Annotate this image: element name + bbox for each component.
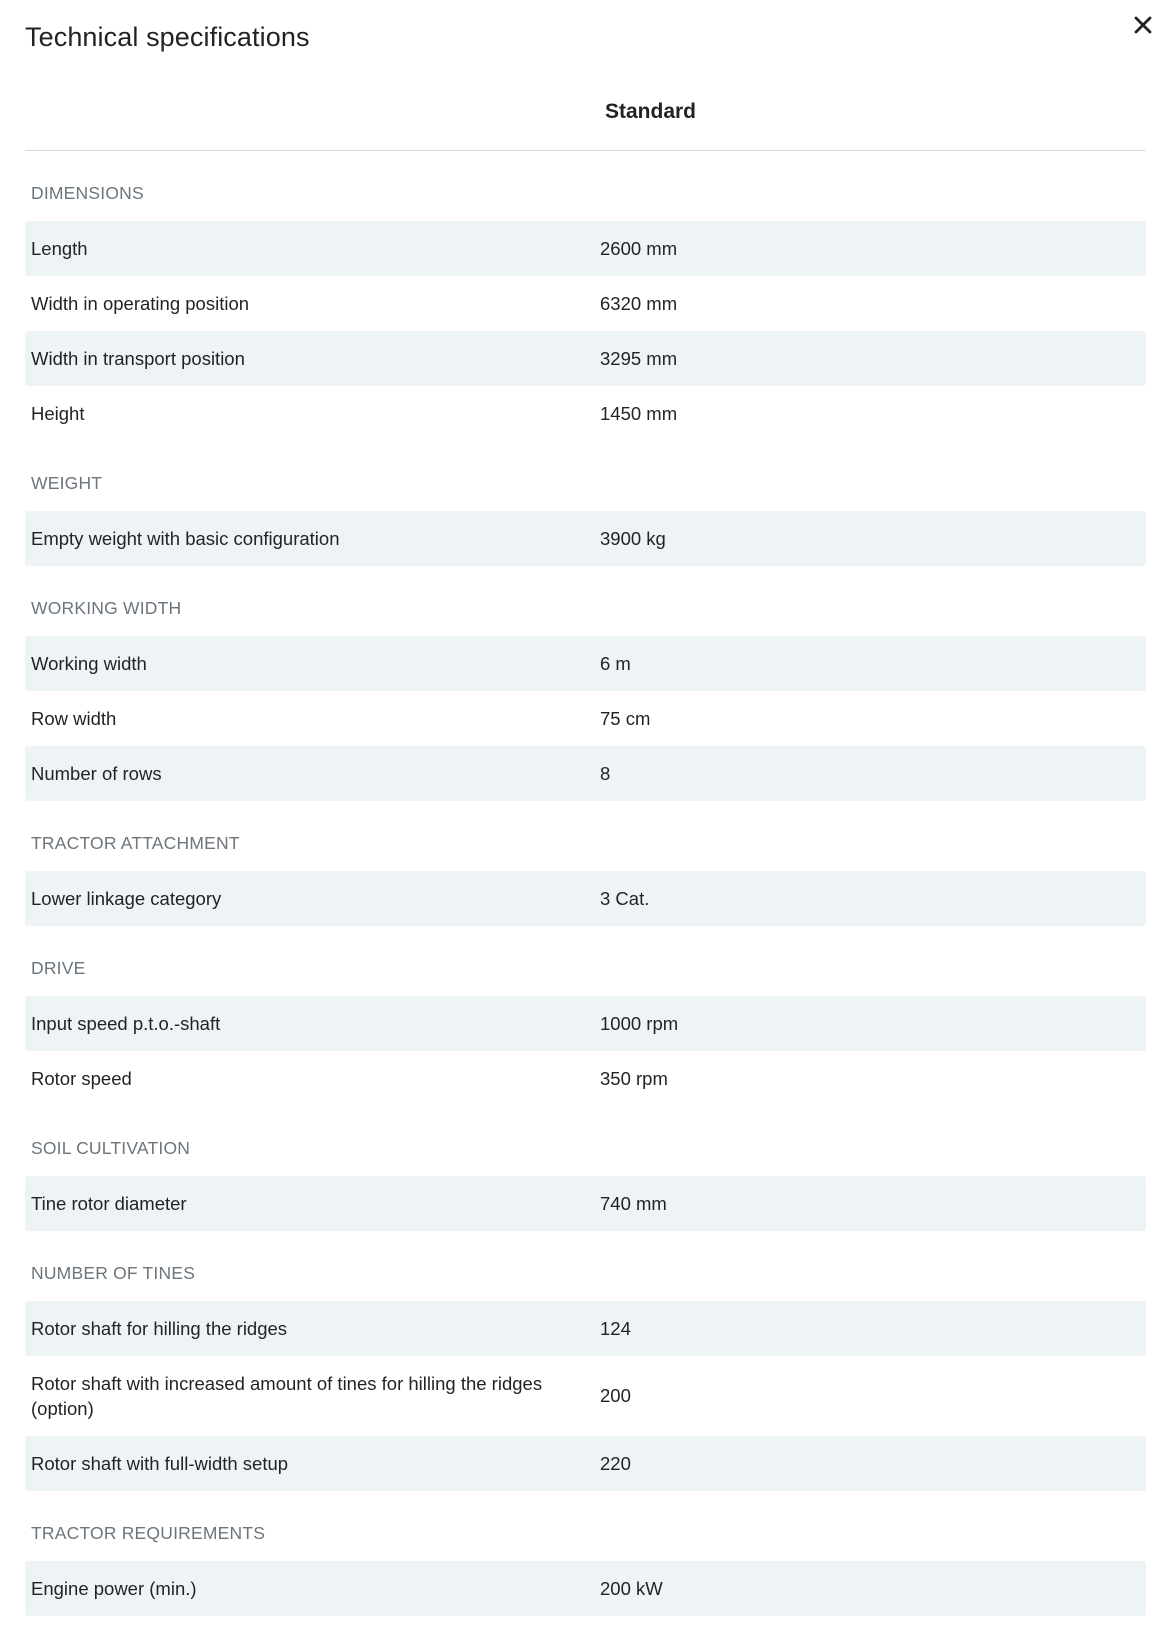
section-title: NUMBER OF TINES [31,1263,196,1283]
spec-row [25,996,1146,1051]
spec-label: Working width [31,653,147,674]
spec-value: 8 [600,762,611,784]
spec-label: Engine power (min.) [31,1578,197,1599]
spec-row [25,221,1146,276]
spec-value: 740 mm [600,1192,667,1214]
spec-value: 75 cm [600,707,651,729]
spec-row [25,1301,1146,1356]
spec-label: Lower linkage category [31,888,222,909]
spec-label: Rotor shaft with increased amount of tines for hilling the ridges (option) [31,1373,543,1419]
section-title: TRACTOR REQUIREMENTS [31,1523,266,1543]
spec-label: Tine rotor diameter [31,1193,187,1214]
spec-label: Height [31,403,85,424]
spec-row [25,386,1146,441]
section-title: DIMENSIONS [31,183,144,203]
spec-value: 3 Cat. [600,887,650,909]
spec-row [25,1561,1146,1616]
spec-row [25,1436,1146,1491]
spec-value: 3900 kg [600,527,666,549]
spec-row [25,691,1146,746]
spec-label: Width in transport position [31,348,245,369]
spec-row [25,1051,1146,1106]
spec-label: Length [31,238,88,259]
spec-value: 6320 mm [600,292,678,314]
spec-row [25,1176,1146,1231]
section-title: WORKING WIDTH [31,598,182,618]
spec-value: 350 rpm [600,1067,668,1089]
modal-title: Technical specifications [25,22,310,52]
spec-label: Rotor speed [31,1068,132,1089]
spec-label: Number of rows [31,763,162,784]
spec-row [25,636,1146,691]
spec-value: 124 [600,1317,631,1339]
section-title: WEIGHT [31,473,103,493]
spec-table [25,151,1146,1616]
section-title: SOIL CULTIVATION [31,1138,191,1158]
spec-row [25,746,1146,801]
spec-row [25,511,1146,566]
spec-value: 220 [600,1452,631,1474]
spec-label: Width in operating position [31,293,250,314]
spec-label: Input speed p.t.o.-shaft [31,1013,221,1034]
spec-value: 1450 mm [600,402,678,424]
spec-value: 6 m [600,652,631,674]
section-title: DRIVE [31,958,86,978]
spec-label: Empty weight with basic configuration [31,528,340,549]
spec-label: Row width [31,708,117,729]
close-icon [1134,16,1152,34]
spec-value: 200 [600,1385,631,1406]
spec-label: Rotor shaft with full-width setup [31,1453,289,1474]
spec-row [25,1356,1146,1436]
spec-value: 3295 mm [600,347,678,369]
close-button[interactable] [1128,10,1158,40]
section-title: TRACTOR ATTACHMENT [31,833,240,853]
spec-row [25,871,1146,926]
spec-row [25,331,1146,386]
spec-value: 1000 rpm [600,1012,679,1034]
spec-value: 200 kW [600,1577,663,1599]
spec-label: Rotor shaft for hilling the ridges [31,1318,288,1339]
spec-row [25,276,1146,331]
spec-value: 2600 mm [600,237,678,259]
column-header-standard: Standard [605,100,697,123]
